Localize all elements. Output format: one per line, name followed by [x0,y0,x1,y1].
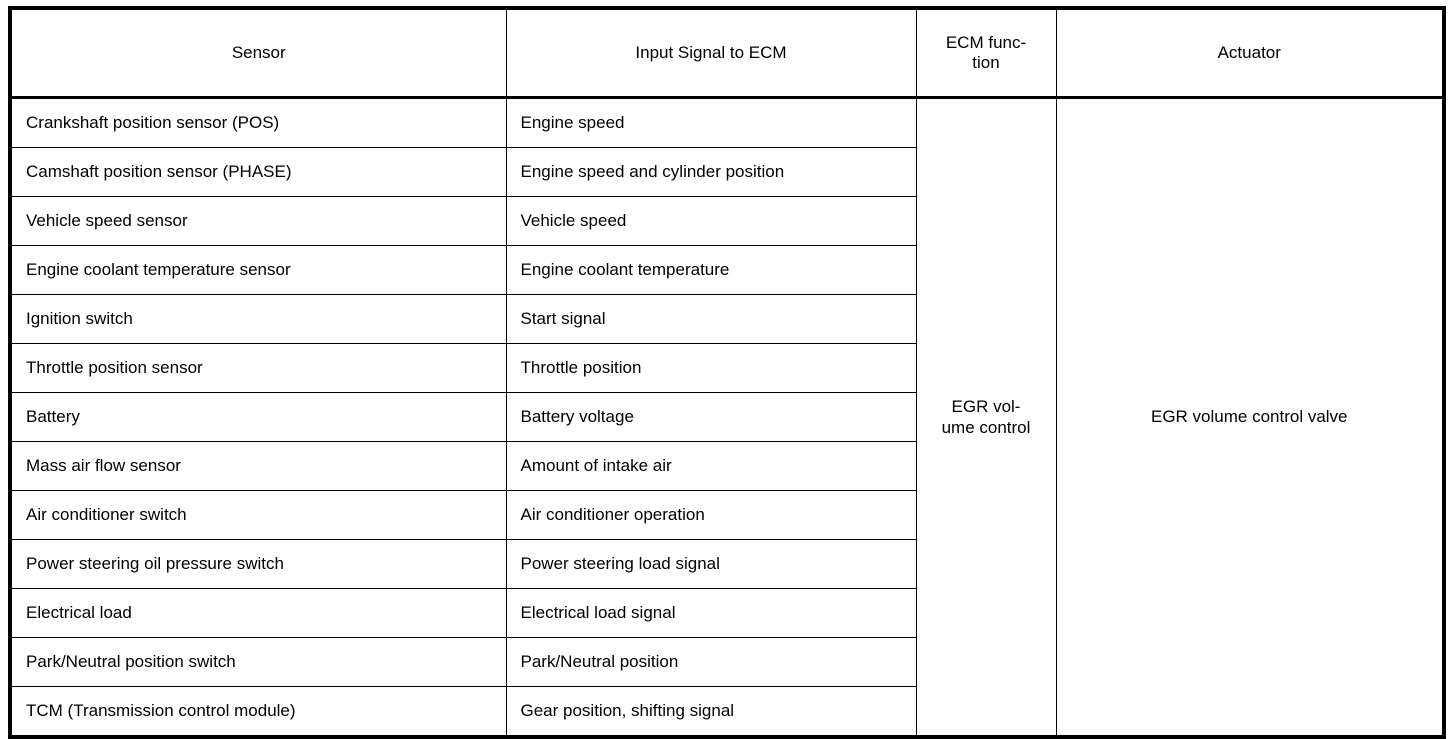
cell-actuator-merged: EGR volume control valve [1056,98,1444,738]
cell-sensor: Park/Neutral position switch [10,638,506,687]
cell-input-signal: Vehicle speed [506,197,916,246]
cell-input-signal: Engine coolant temperature [506,246,916,295]
cell-sensor: Air conditioner switch [10,491,506,540]
column-header-ecm-function [916,8,1056,98]
cell-sensor: Mass air flow sensor [10,442,506,491]
cell-input-signal: Engine speed [506,98,916,148]
cell-input-signal: Amount of intake air [506,442,916,491]
sensor-actuator-table [8,6,1446,739]
cell-sensor: Electrical load [10,589,506,638]
cell-sensor: Vehicle speed sensor [10,197,506,246]
cell-sensor: Power steering oil pressure switch [10,540,506,589]
cell-input-signal: Electrical load signal [506,589,916,638]
ecm-function-line1: EGR vol- [951,396,1021,416]
column-header-sensor: Sensor [10,8,506,98]
column-header-input-signal: Input Signal to ECM [506,8,916,98]
cell-sensor: Engine coolant temperature sensor [10,246,506,295]
table-header [10,8,1444,98]
column-header-actuator: Actuator [1056,8,1444,98]
table-header-row [10,8,1444,98]
cell-ecm-function-merged [916,98,1056,738]
cell-input-signal: Throttle position [506,344,916,393]
cell-input-signal: Battery voltage [506,393,916,442]
cell-input-signal: Air conditioner operation [506,491,916,540]
table-body [10,98,1444,738]
cell-sensor: Crankshaft position sensor (POS) [10,98,506,148]
cell-sensor: Camshaft position sensor (PHASE) [10,148,506,197]
cell-sensor: TCM (Transmission control module) [10,687,506,738]
cell-input-signal: Start signal [506,295,916,344]
ecm-function-line2: ume control [941,418,1031,437]
column-header-ecm-function-line2: tion [972,53,1000,72]
cell-input-signal: Gear position, shifting signal [506,687,916,738]
spec-table-container [8,6,1442,739]
cell-input-signal: Engine speed and cylinder position [506,148,916,197]
cell-input-signal: Park/Neutral position [506,638,916,687]
cell-input-signal: Power steering load signal [506,540,916,589]
table-row [10,98,1444,148]
cell-sensor: Ignition switch [10,295,506,344]
cell-sensor: Battery [10,393,506,442]
column-header-ecm-function-line1: ECM func- [945,32,1027,52]
cell-sensor: Throttle position sensor [10,344,506,393]
